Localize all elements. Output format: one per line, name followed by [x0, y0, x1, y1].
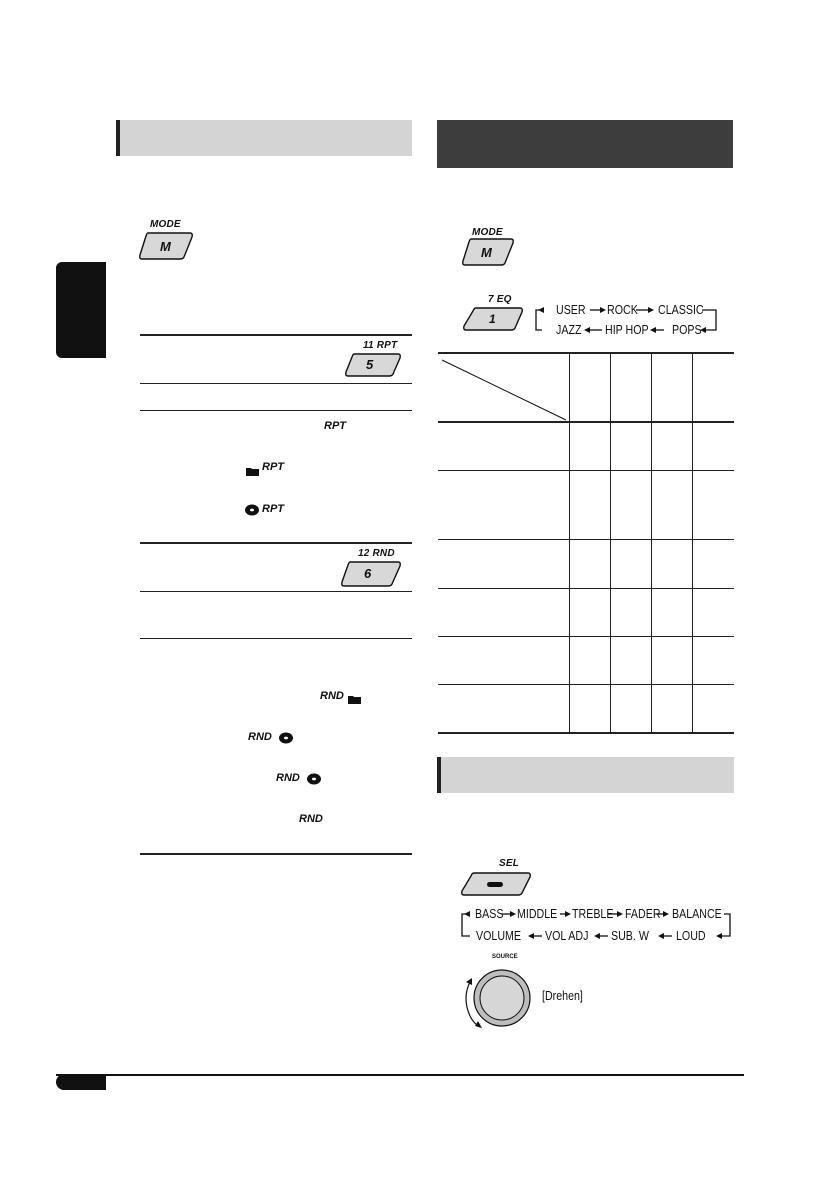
page-number-tab: [56, 1074, 106, 1090]
folder-icon: [348, 692, 362, 710]
table-col-line: [692, 352, 693, 732]
rnd-rule-2: [140, 638, 412, 639]
eq-classic: CLASSIC: [658, 302, 704, 317]
eq-button-label: 7 EQ: [488, 294, 512, 305]
table-row-rule: [438, 684, 734, 685]
right-section-header: [437, 120, 733, 168]
sel-bass: BASS: [475, 906, 504, 921]
sel-treble: TREBLE: [572, 906, 614, 921]
sel-button-label: SEL: [499, 858, 520, 869]
sel-sub-w: SUB. W: [611, 928, 649, 943]
mode-button-label: MODE: [150, 219, 181, 230]
rpt-top-rule: [140, 334, 412, 336]
rnd-top-rule: [140, 542, 412, 544]
rpt-rule-2: [140, 410, 412, 411]
table-row-rule: [438, 588, 734, 589]
sel-vol-adj: VOL ADJ: [545, 928, 589, 943]
rpt-button-label: 11 RPT: [363, 340, 398, 351]
sound-section-header: [437, 757, 734, 793]
table-row-rule: [438, 539, 734, 540]
source-knob-label: SOURCE: [492, 954, 518, 960]
rnd-key: 6: [364, 566, 372, 581]
rpt-indicator-folder: RPT: [262, 461, 284, 473]
sel-balance: BALANCE: [672, 906, 722, 921]
disc-icon: [244, 503, 260, 521]
eq-table: [438, 352, 734, 734]
rpt-rule-1: [140, 383, 412, 384]
left-section-header: [116, 120, 412, 156]
table-col-line: [651, 352, 652, 732]
eq-jazz: JAZZ: [556, 322, 582, 337]
eq-hip-hop: HIP HOP: [605, 322, 649, 337]
rpt-key: 5: [366, 357, 374, 372]
sel-volume: VOLUME: [476, 928, 522, 943]
sel-middle: MIDDLE: [517, 906, 558, 921]
mode-key: M: [481, 245, 493, 260]
sel-loud: LOUD: [676, 928, 706, 943]
eq-pops: POPS: [672, 322, 702, 337]
table-row-rule: [438, 636, 734, 637]
table-col-line: [610, 352, 611, 732]
sel-button[interactable]: [460, 872, 532, 896]
table-bottom-rule: [438, 732, 734, 734]
table-corner-diagonal: [438, 352, 570, 422]
rnd-indicator-all: RND: [299, 813, 323, 825]
folder-icon: [246, 464, 260, 482]
disc-icon: [306, 772, 322, 790]
rnd-rule-1: [140, 591, 412, 592]
table-row-rule: [438, 470, 734, 471]
eq-rock: ROCK: [607, 302, 638, 317]
source-knob[interactable]: [458, 960, 540, 1030]
rpt-indicator-track: RPT: [324, 420, 346, 432]
rnd-button-label: 12 RND: [358, 548, 395, 559]
rnd-indicator-folder: RND: [320, 690, 344, 702]
language-side-tab: [56, 262, 106, 358]
mode-key: M: [160, 239, 172, 254]
rpt-indicator-disc: RPT: [262, 503, 284, 515]
rnd-indicator-disc-2: RND: [276, 772, 300, 784]
mode-button-label: MODE: [472, 227, 503, 238]
eq-user: USER: [556, 302, 586, 317]
table-row-rule: [438, 421, 734, 423]
footer-rule: [56, 1074, 744, 1076]
disc-icon: [278, 731, 294, 749]
turn-instruction: [Drehen]: [542, 988, 583, 1003]
table-col-line: [569, 352, 570, 732]
sel-fader: FADER: [625, 906, 661, 921]
rnd-bottom-rule: [140, 853, 412, 855]
rnd-indicator-disc-1: RND: [248, 731, 272, 743]
eq-key: 1: [489, 312, 496, 326]
